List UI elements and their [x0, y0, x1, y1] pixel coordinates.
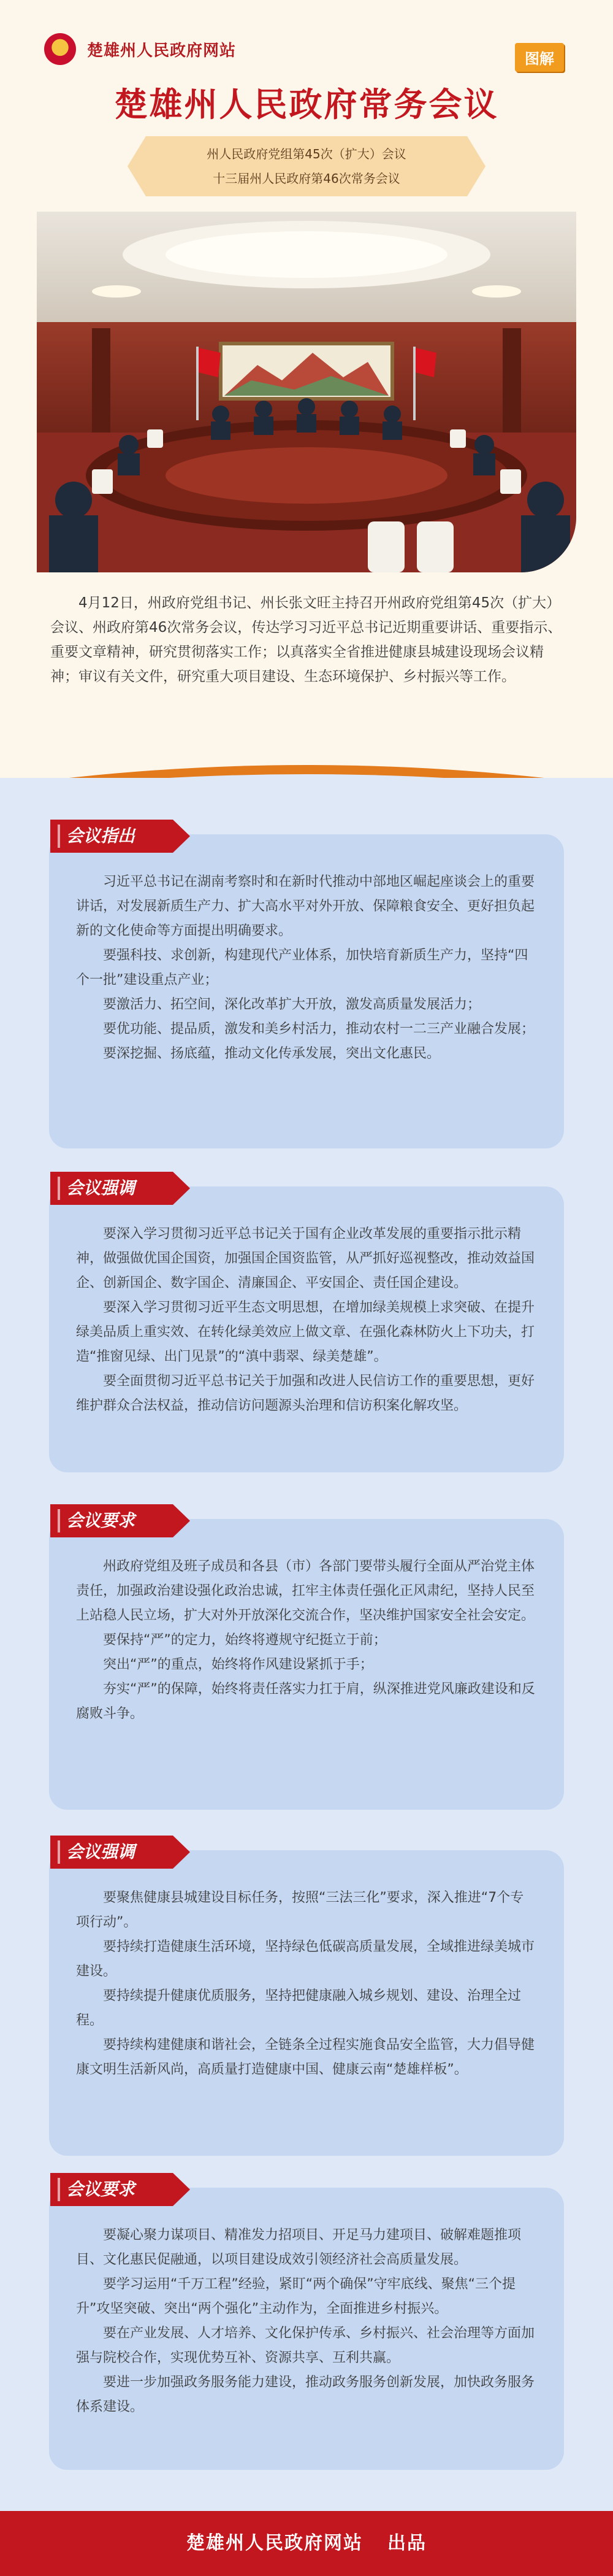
section-4-paragraph: 要持续打造健康生活环境，坚持绿色低碳高质量发展，全域推进绿美城市建设。	[76, 1939, 535, 1979]
section-label-2: 会议强调	[50, 1172, 173, 1205]
section-1-paragraph: 习近平总书记在湖南考察时和在新时代推动中部地区崛起座谈会上的重要讲话，对发展新质生产力、扩大高水平对外开放、保障粮食安全、更好担负起新的文化使命等方面提出明确要求。	[76, 874, 535, 939]
intro-paragraph: 4月12日，州政府党组书记、州长张文旺主持召开州政府党组第45次（扩大）会议、州政府第46次常务会议，传达学习习近平总书记近期重要讲话、重要指示、重要文章精神，研究贯彻落实工作；以真落实全省推进健康县城建设现场会议精神；审议有关文件，研究重大项目建设、生态环境保护、乡村振兴等工作。	[50, 595, 562, 685]
section-label-5: 会议要求	[50, 2173, 173, 2206]
section-card-5	[49, 2188, 564, 2470]
section-2-paragraph: 要深入学习贯彻习近平总书记关于国有企业改革发展的重要指示批示精神，做强做优国企国资，加强国企国资监管，从严抓好巡视整改，推动效益国企、创新国企、数字国企、清廉国企、平安国企、责任国企建设。	[76, 1226, 535, 1291]
subtitle-line-1: 州人民政府党组第45次（扩大）会议	[207, 147, 406, 161]
section-5-paragraph: 要在产业发展、人才培养、文化保护传承、乡村振兴、社会治理等方面加强与院校合作，实现优势互补、资源共享、互利共赢。	[76, 2326, 535, 2366]
subtitle-ribbon	[146, 136, 467, 196]
section-card-1	[49, 834, 564, 1148]
section-3-paragraph: 突出“严”的重点，始终将作风建设紧抓于手；	[103, 1657, 373, 1672]
site-name: 楚雄州人民政府网站	[87, 41, 237, 60]
section-label-4: 会议强调	[50, 1836, 173, 1869]
section-3-paragraph: 州政府党组及班子成员和各县（市）各部门要带头履行全面从严治党主体责任，加强政治建设强化政治忠诚，扛牢主体责任强化正风肃纪，坚持人民至上站稳人民立场，扩大对外开放深化交流合作，坚决维护国家安全社会安定。	[76, 1559, 535, 1623]
footer-site-name[interactable]: 楚雄州人民政府网站	[186, 2532, 363, 2554]
section-2-paragraph: 要全面贯彻习近平总书记关于加强和改进人民信访工作的重要思想，更好维护群众合法权益，推动信访问题源头治理和信访积案化解攻坚。	[76, 1374, 535, 1413]
site-brand[interactable]	[44, 33, 236, 65]
section-5-paragraph: 要进一步加强政务服务能力建设，推动政务服务创新发展，加快政务服务体系建设。	[76, 2375, 535, 2415]
section-1-paragraph: 要深挖掘、扬底蕴，推动文化传承发展，突出文化惠民。	[103, 1046, 441, 1061]
section-4-paragraph: 要持续提升健康优质服务，坚持把健康融入城乡规划、建设、治理全过程。	[76, 1988, 522, 2028]
header-area	[0, 0, 613, 761]
section-1-paragraph: 要激活力、拓空间，深化改革扩大开放，激发高质量发展活力；	[103, 997, 481, 1012]
section-4-paragraph: 要持续构建健康和谐社会，全链条全过程实施食品安全监管，大力倡导健康文明生活新风尚，高质量打造健康中国、健康云南“楚雄样板”。	[76, 2037, 535, 2077]
page-title: 楚雄州人民政府常务会议	[114, 85, 499, 124]
section-3-paragraph: 要保持“严”的定力，始终将遵规守纪挺立于前；	[103, 1632, 387, 1648]
section-label-1: 会议指出	[50, 820, 173, 853]
national-emblem-icon: ★	[44, 33, 76, 65]
section-3-paragraph: 夯实“严”的保障，始终将责任落实力扛于肩，纵深推进党风廉政建设和反腐败斗争。	[76, 1682, 535, 1721]
section-card-4	[49, 1850, 564, 2156]
footer	[0, 2511, 613, 2576]
section-card-2	[49, 1186, 564, 1472]
section-5-paragraph: 要学习运用“千万工程”经验，紧盯“两个确保”守牢底线、聚焦“三个提升”攻坚突破、突出“两个强化”主动作为，全面推进乡村振兴。	[76, 2277, 516, 2316]
section-1-paragraph: 要强科技、求创新，构建现代产业体系，加快培育新质生产力，坚持“四个一批”建设重点产业；	[76, 948, 528, 988]
section-4-paragraph: 要聚焦健康县城建设目标任务，按照“三法三化”要求，深入推进“7个专项行动”。	[76, 1890, 524, 1930]
infographic-tag: 图解	[515, 43, 564, 72]
footer-suffix: 出品	[387, 2532, 427, 2554]
section-label-3: 会议要求	[50, 1504, 173, 1537]
subtitle-line-2: 十三届州人民政府第46次常务会议	[213, 171, 400, 186]
section-card-3	[49, 1519, 564, 1810]
section-1-paragraph: 要优功能、提品质，激发和美乡村活力，推动农村一二三产业融合发展；	[103, 1021, 535, 1037]
meeting-photo	[37, 212, 576, 572]
section-2-paragraph: 要深入学习贯彻习近平生态文明思想，在增加绿美规模上求突破、在提升绿美品质上重实效、在转化绿美效应上做文章、在强化森林防火上下功夫，打造“推窗见绿、出门见景”的“滇中翡翠、绿美楚雄”。	[76, 1300, 535, 1364]
section-5-paragraph: 要凝心聚力谋项目、精准发力招项目、开足马力建项目、破解难题推项目、文化惠民促融通，以项目建设成效引领经济社会高质量发展。	[76, 2228, 522, 2267]
